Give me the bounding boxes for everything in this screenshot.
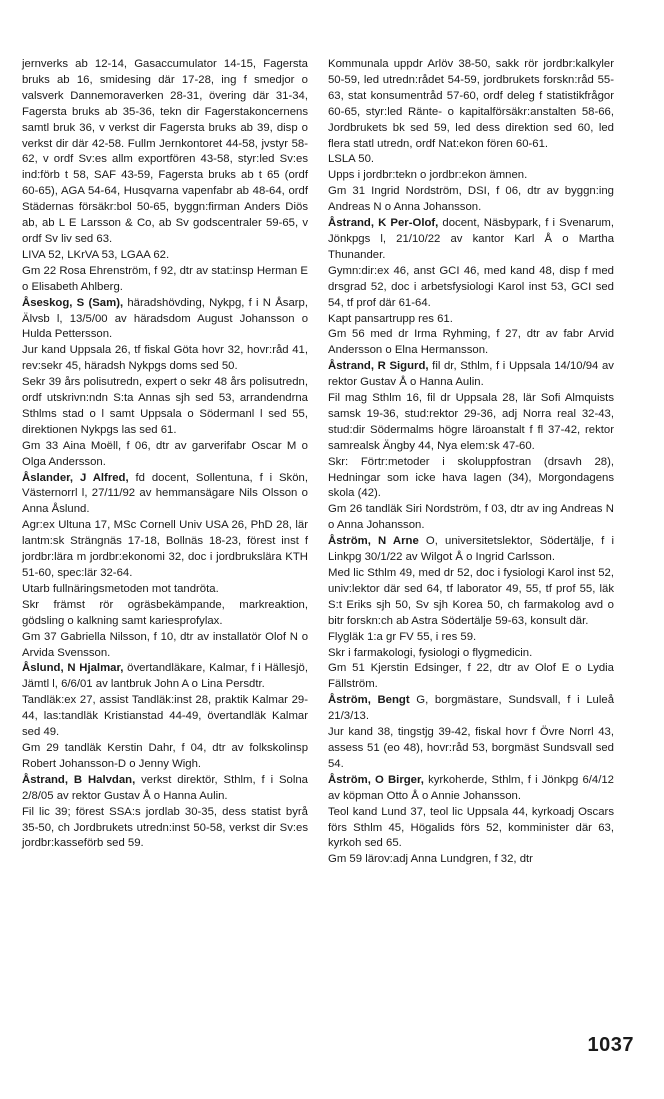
entry-text: Gm 56 med dr Irma Ryhming, f 27, dtr av fabr Arvid Andersson o Elna Hermansson. bbox=[328, 328, 614, 357]
entry-text: Agr:ex Ultuna 17, MSc Cornell Univ USA 26, PhD 28, lär lantm:sk Strängnäs 17-18, Bollnäs 18-23, förest inst f jordbr:lära m jordbr:ekonomi 32, doc i jordbrukslära KTH 51-60, spec:lär 32-64. bbox=[22, 519, 308, 579]
entry-text: docent, Näsbypark, f i Svenarum, Jönkpgs l, 21/10/22 av kantor Karl Å o Martha Thunander. bbox=[328, 217, 614, 261]
entry-text: fil dr, Sthlm, f i Uppsala 14/10/94 av rektor Gustav Å o Hanna Aulin. bbox=[328, 360, 614, 389]
entry-paragraph bbox=[22, 57, 308, 248]
biography-entry bbox=[22, 296, 308, 344]
entry-text: Fil mag Sthlm 16, fil dr Uppsala 28, lär Sofi Almquists samsk 19-36, stud:rektor 29-36, adj Norra real 32-43, stud:dir Södermalms högre läroanstalt f fl 37-42, rektor samrealsk Ängby 44, Nya elem:sk 47-60. bbox=[328, 392, 614, 452]
entry-paragraph bbox=[328, 852, 614, 868]
entry-paragraph bbox=[22, 343, 308, 375]
entry-paragraph bbox=[22, 598, 308, 630]
entry-paragraph bbox=[328, 168, 614, 184]
entry-paragraph bbox=[22, 805, 308, 853]
entry-text: Gymn:dir:ex 46, anst GCI 46, med kand 48, disp f med drsgrad 52, doc i arbetsfysiologi Karol inst 53, GCI sed 54, tf prof där 61-64. bbox=[328, 264, 614, 309]
entry-paragraph bbox=[328, 630, 614, 646]
entry-text: G, borgmästare, Sundsvall, f i Luleå 21/3/13. bbox=[328, 694, 615, 723]
entry-text: Kapt pansartrupp res 61. bbox=[328, 312, 453, 325]
entry-text: Sekr 39 års polisutredn, expert o sekr 48 års polisutredn, ordf utskrivn:ndn S:ta Annas sjh sed 53, arrandendrna Sthlms stad o l samt Uppsala o Södermanl l sed 55, direktionen Nykpgs las sed 61. bbox=[22, 376, 308, 436]
entry-name: Åström, O Birger, bbox=[328, 773, 424, 786]
entry-name: Åslander, J Alfred, bbox=[22, 471, 129, 484]
left-column bbox=[22, 57, 308, 852]
entry-name: Åslund, N Hjalmar, bbox=[22, 662, 124, 675]
entry-text: Skr främst rör ogräsbekämpande, markreaktion, gödsling o kalkning samt kariesprofylax. bbox=[22, 598, 308, 627]
entry-text: Gm 22 Rosa Ehrenström, f 92, dtr av stat:insp Herman E o Elisabeth Ahlberg. bbox=[22, 264, 308, 293]
entry-text: Utarb fullnäringsmetoden mot tandröta. bbox=[22, 582, 219, 595]
entry-text: LIVA 52, LKrVA 53, LGAA 62. bbox=[22, 248, 170, 261]
biography-entry bbox=[22, 773, 308, 805]
entry-paragraph bbox=[328, 661, 614, 693]
right-column bbox=[328, 57, 614, 868]
entry-paragraph bbox=[328, 327, 614, 359]
entry-name: Åström, Bengt bbox=[328, 694, 410, 707]
entry-name: Åstrand, R Sigurd, bbox=[328, 360, 429, 373]
entry-paragraph bbox=[328, 391, 614, 455]
entry-text: O, universitetslektor, Södertälje, f i Linkpg 30/1/22 av Wilgot Å o Ingrid Carlsson. bbox=[328, 535, 614, 564]
page-number: 1037 bbox=[587, 1034, 634, 1056]
entry-paragraph bbox=[328, 455, 614, 503]
entry-text: Gm 26 tandläk Siri Nordström, f 03, dtr av ing Andreas N o Anna Johansson. bbox=[328, 503, 614, 532]
entry-text: Gm 31 Ingrid Nordström, DSI, f 06, dtr av byggn:ing Andreas N o Anna Johansson. bbox=[328, 185, 614, 214]
entry-paragraph bbox=[22, 264, 308, 296]
entry-paragraph bbox=[328, 646, 614, 662]
entry-text: Jur kand Uppsala 26, tf fiskal Göta hovr 32, hovr:råd 41, rev:sekr 45, häradsh Nykpgs doms sed 50. bbox=[22, 344, 308, 373]
biography-entry bbox=[328, 693, 614, 725]
entry-paragraph bbox=[328, 184, 614, 216]
entry-paragraph bbox=[22, 741, 308, 773]
entry-name: Åseskog, S (Sam), bbox=[22, 296, 124, 309]
entry-text: Kommunala uppdr Arlöv 38-50, sakk rör jordbr:kalkyler 50-59, led utredn:rådet 54-59, jordbrukets forskn:råd 55-63, stat konsumentråd 57-60, ordf deleg f statistikfrågor 60-65, styr:led Ränte- o kapitalförsäkr:anstalten 58-66, Jordbrukets bk sed 59, led dess direktion sed 60, led flera statl utredn, ordf Nat:ekon fören 60-61. bbox=[328, 58, 614, 150]
biography-entry bbox=[328, 773, 614, 805]
entry-paragraph bbox=[22, 693, 308, 741]
entry-text: fd docent, Sollentuna, f i Skön, Västernorrl l, 27/11/92 av hemmansägare Nils Olsson o Anna Åslund. bbox=[22, 471, 308, 516]
entry-paragraph bbox=[22, 518, 308, 582]
entry-text: Gm 29 tandläk Kerstin Dahr, f 04, dtr av folkskolinsp Robert Johansson-D o Jenny Wigh. bbox=[22, 741, 308, 770]
entry-name: Åstrand, B Halvdan, bbox=[22, 773, 136, 786]
entry-paragraph bbox=[22, 439, 308, 471]
entry-text: Flygläk 1:a gr FV 55, i res 59. bbox=[328, 630, 477, 643]
entry-text: häradshövding, Nykpg, f i N Åsarp, Älvsb l, 13/5/00 av häradsdom August Johansson o Hulda Pettersson. bbox=[22, 296, 308, 341]
entry-paragraph bbox=[328, 264, 614, 312]
entry-text: Gm 33 Aina Moëll, f 06, dtr av garverifabr Oscar M o Olga Andersson. bbox=[22, 439, 308, 468]
entry-paragraph bbox=[328, 566, 614, 630]
entry-paragraph bbox=[22, 582, 308, 598]
entry-text: Skr: Förtr:metoder i skoluppfostran (drsavh 28), Hedningar som icke hava lagen (34), Morgondagens skola (42). bbox=[328, 455, 614, 500]
biography-entry bbox=[22, 471, 308, 519]
entry-paragraph bbox=[328, 152, 614, 168]
entry-text: Skr i farmakologi, fysiologi o flygmedicin. bbox=[328, 646, 533, 659]
entry-paragraph bbox=[328, 805, 614, 853]
entry-text: Jur kand 38, tingstjg 39-42, fiskal hovr f Övre Norrl 43, assess 51 (eo 48), hovr:råd 53, borgmäst Sundsvall sed 54. bbox=[328, 726, 614, 770]
entry-text: verkst direktör, Sthlm, f i Solna 2/8/05 av rektor Gustav Å o Hanna Aulin. bbox=[22, 773, 308, 802]
entry-text: LSLA 50. bbox=[328, 153, 375, 166]
entry-text: Gm 51 Kjerstin Edsinger, f 22, dtr av Olof E o Lydia Fällström. bbox=[328, 662, 614, 691]
entry-paragraph bbox=[328, 57, 614, 152]
entry-text: Fil lic 39; förest SSA:s jordlab 30-35, dess statist byrå 35-50, ch Jordbrukets utredn:inst 50-58, verkst dir Sv:es jordbr:kasseförb sed 59. bbox=[22, 805, 308, 850]
biography-entry bbox=[22, 661, 308, 693]
entry-paragraph bbox=[22, 375, 308, 439]
entry-text: Teol kand Lund 37, teol lic Uppsala 44, kyrkoadj Oscars förs Sthlm 45, Högalids förs 52, komminister där 63, kyrkoh sed 65. bbox=[328, 805, 614, 850]
entry-paragraph bbox=[328, 725, 614, 773]
entry-text: Gm 37 Gabriella Nilsson, f 10, dtr av installatör Olof N o Arvida Svensson. bbox=[22, 630, 308, 659]
entry-paragraph bbox=[22, 248, 308, 264]
entry-paragraph bbox=[328, 312, 614, 328]
entry-text: Gm 59 lärov:adj Anna Lundgren, f 32, dtr bbox=[328, 853, 533, 866]
entry-paragraph bbox=[328, 502, 614, 534]
entry-text: övertandläkare, Kalmar, f i Hällesjö, Jämtl l, 6/6/01 av lantbruk John A o Lina Persdtr. bbox=[22, 662, 308, 691]
biography-entry bbox=[328, 359, 614, 391]
entry-text: Tandläk:ex 27, assist Tandläk:inst 28, praktik Kalmar 29-44, las:tandläk Kristianstad 44-49, övertandläk Kalmar sed 49. bbox=[22, 694, 308, 739]
entry-paragraph bbox=[22, 630, 308, 662]
entry-text: Med lic Sthlm 49, med dr 52, doc i fysiologi Karol inst 52, univ:lektor där sed 64, tf laborator 49, 55, tf prof 55, läk S:t Eriks sjh 50, Sv sjh Korea 50, ch farmakolog avd o bitr forskn:ch ab Astra Södertälje 59-63, konsult där. bbox=[328, 567, 614, 627]
entry-text: jernverks ab 12-14, Gasaccumulator 14-15, Fagersta bruks ab 16, smidesing där 17-28, ing f smedjor o valsverk Dannemoraverken 28-31, övering där 31-34, Fagersta bruks ab 35-36, tekn dir Fagerstakoncernens samtl bruk 36, v verkst dir Fagersta bruks ab 39, disp o verkst dir där 42-58. Fullm Jernkontoret 44-58, jvstyr 58-62, v ordf Sv:es allm exportfören 43-58, styr:led Sv:es ind:förb t 58, SAF 43-59, Fagersta bruks ab t 65 (ordf 60-65), AGA 54-64, Husqvarna vapenfabr ab 48-64, ordf Städernas försäkr:bol 50-65, byggn:firman Anders Diös ab, ab L E Larsson & Co, ab Sv godscentraler 59-65, v ordf Sv liv sed 63. bbox=[22, 58, 308, 245]
biography-entry bbox=[328, 216, 614, 264]
entry-text: Upps i jordbr:tekn o jordbr:ekon ämnen. bbox=[328, 169, 528, 182]
entry-name: Åström, N Arne bbox=[328, 535, 419, 548]
entry-name: Åstrand, K Per-Olof, bbox=[328, 217, 439, 230]
biography-entry bbox=[328, 534, 614, 566]
entry-text: kyrkoherde, Sthlm, f i Jönkpg 6/4/12 av köpman Otto Å o Annie Johansson. bbox=[328, 773, 614, 802]
